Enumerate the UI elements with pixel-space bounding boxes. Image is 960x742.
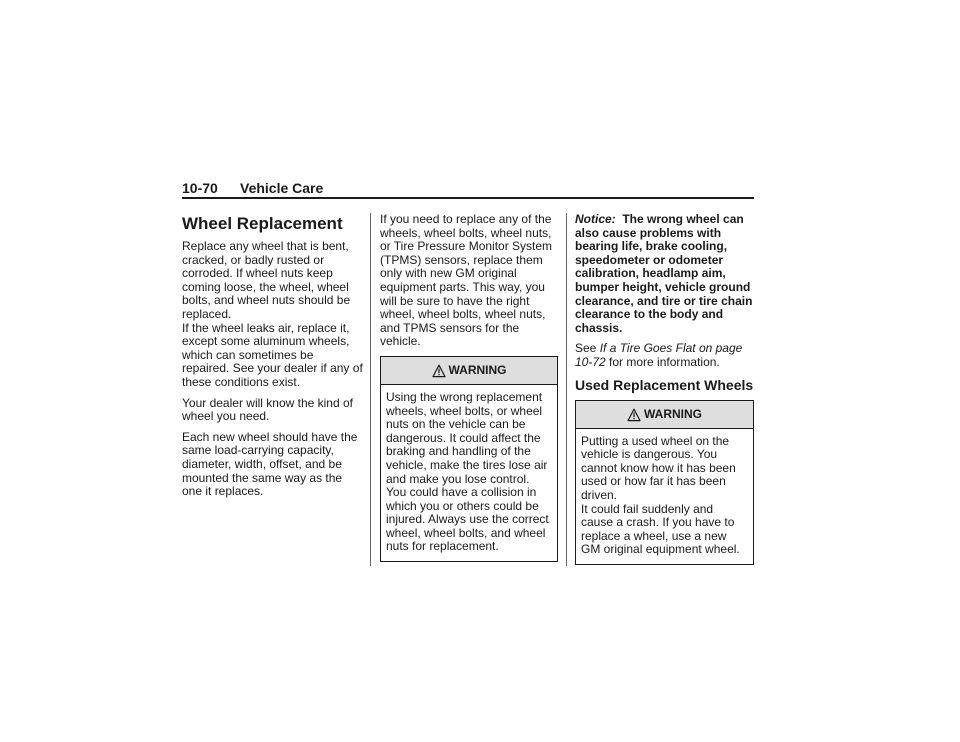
warning-title: WARNING — [644, 406, 702, 421]
section-heading: Wheel Replacement — [182, 214, 343, 233]
warning-triangle-icon — [627, 408, 641, 422]
subsection-heading: Used Replacement Wheels — [575, 376, 754, 393]
warning-text: Putting a used wheel on the vehicle is dangerous. You cannot know how it has been used or how far it has been driven. — [581, 433, 736, 502]
warning-box — [575, 400, 754, 565]
warning-triangle-icon — [432, 364, 446, 378]
column-divider-2 — [566, 213, 567, 566]
column-3 — [575, 213, 754, 565]
warning-header — [381, 357, 557, 385]
paragraph: If the wheel leaks air, replace it, except some aluminum wheels, which can sometimes be repaired. See your dealer if any of these conditions exist. — [182, 320, 363, 389]
warning-body — [576, 429, 753, 564]
header-rule — [182, 197, 754, 199]
paragraph: Your dealer will know the kind of wheel you need. — [182, 395, 353, 424]
column-divider-1 — [370, 213, 371, 566]
see-suffix: for more information. — [605, 354, 720, 369]
warning-text: It could fail suddenly and cause a crash. If you have to replace a wheel, use a new GM original equipment wheel. — [581, 501, 740, 557]
see-prefix: See — [575, 341, 600, 356]
cross-reference — [575, 342, 754, 369]
warning-header — [576, 401, 753, 429]
column-2 — [380, 213, 558, 562]
paragraph: Replace any wheel that is bent, cracked, or badly rusted or corroded. If wheel nuts keep coming loose, the wheel, wheel bolts, and wheel nuts should be replaced. — [182, 239, 351, 321]
notice-label: Notice: — [575, 212, 616, 226]
paragraph: If you need to replace any of the wheels, wheel bolts, wheel nuts, or Tire Pressure Monitor System (TPMS) sensors, replace them only with new GM original equipment parts. This way, you will be sure to have the right wheel, wheel bolts, wheel nuts, and TPMS sensors for the vehicle. — [380, 212, 553, 349]
page-header — [182, 180, 754, 196]
warning-box — [380, 356, 558, 562]
warning-title: WARNING — [448, 363, 507, 378]
page-number: 10-70 — [182, 180, 218, 196]
column-1 — [182, 213, 364, 506]
section-title: Vehicle Care — [240, 180, 324, 196]
notice-paragraph — [575, 213, 754, 335]
paragraph: Each new wheel should have the same load-carrying capacity, diameter, width, offset, and be mounted the same way as the one it replaces. — [182, 429, 358, 499]
warning-body: Using the wrong replacement wheels, wheel bolts, or wheel nuts on the vehicle can be dangerous. It could affect the braking and handling of the vehicle, make the tires lose air and make you lose control. You could have a collision in which you or others could be injured. Always use the correct wheel, wheel bolts, and wheel nuts for replacement. — [386, 389, 549, 554]
cross-reference-link[interactable]: If a Tire Goes Flat on page 10-72 — [575, 341, 743, 369]
notice-text: The wrong wheel can also cause problems with bearing life, brake cooling, speedometer or odometer calibration, headlamp aim, bumper height, vehicle ground clearance, and tire or tire chain clearance to the body and chassis. — [575, 212, 753, 335]
